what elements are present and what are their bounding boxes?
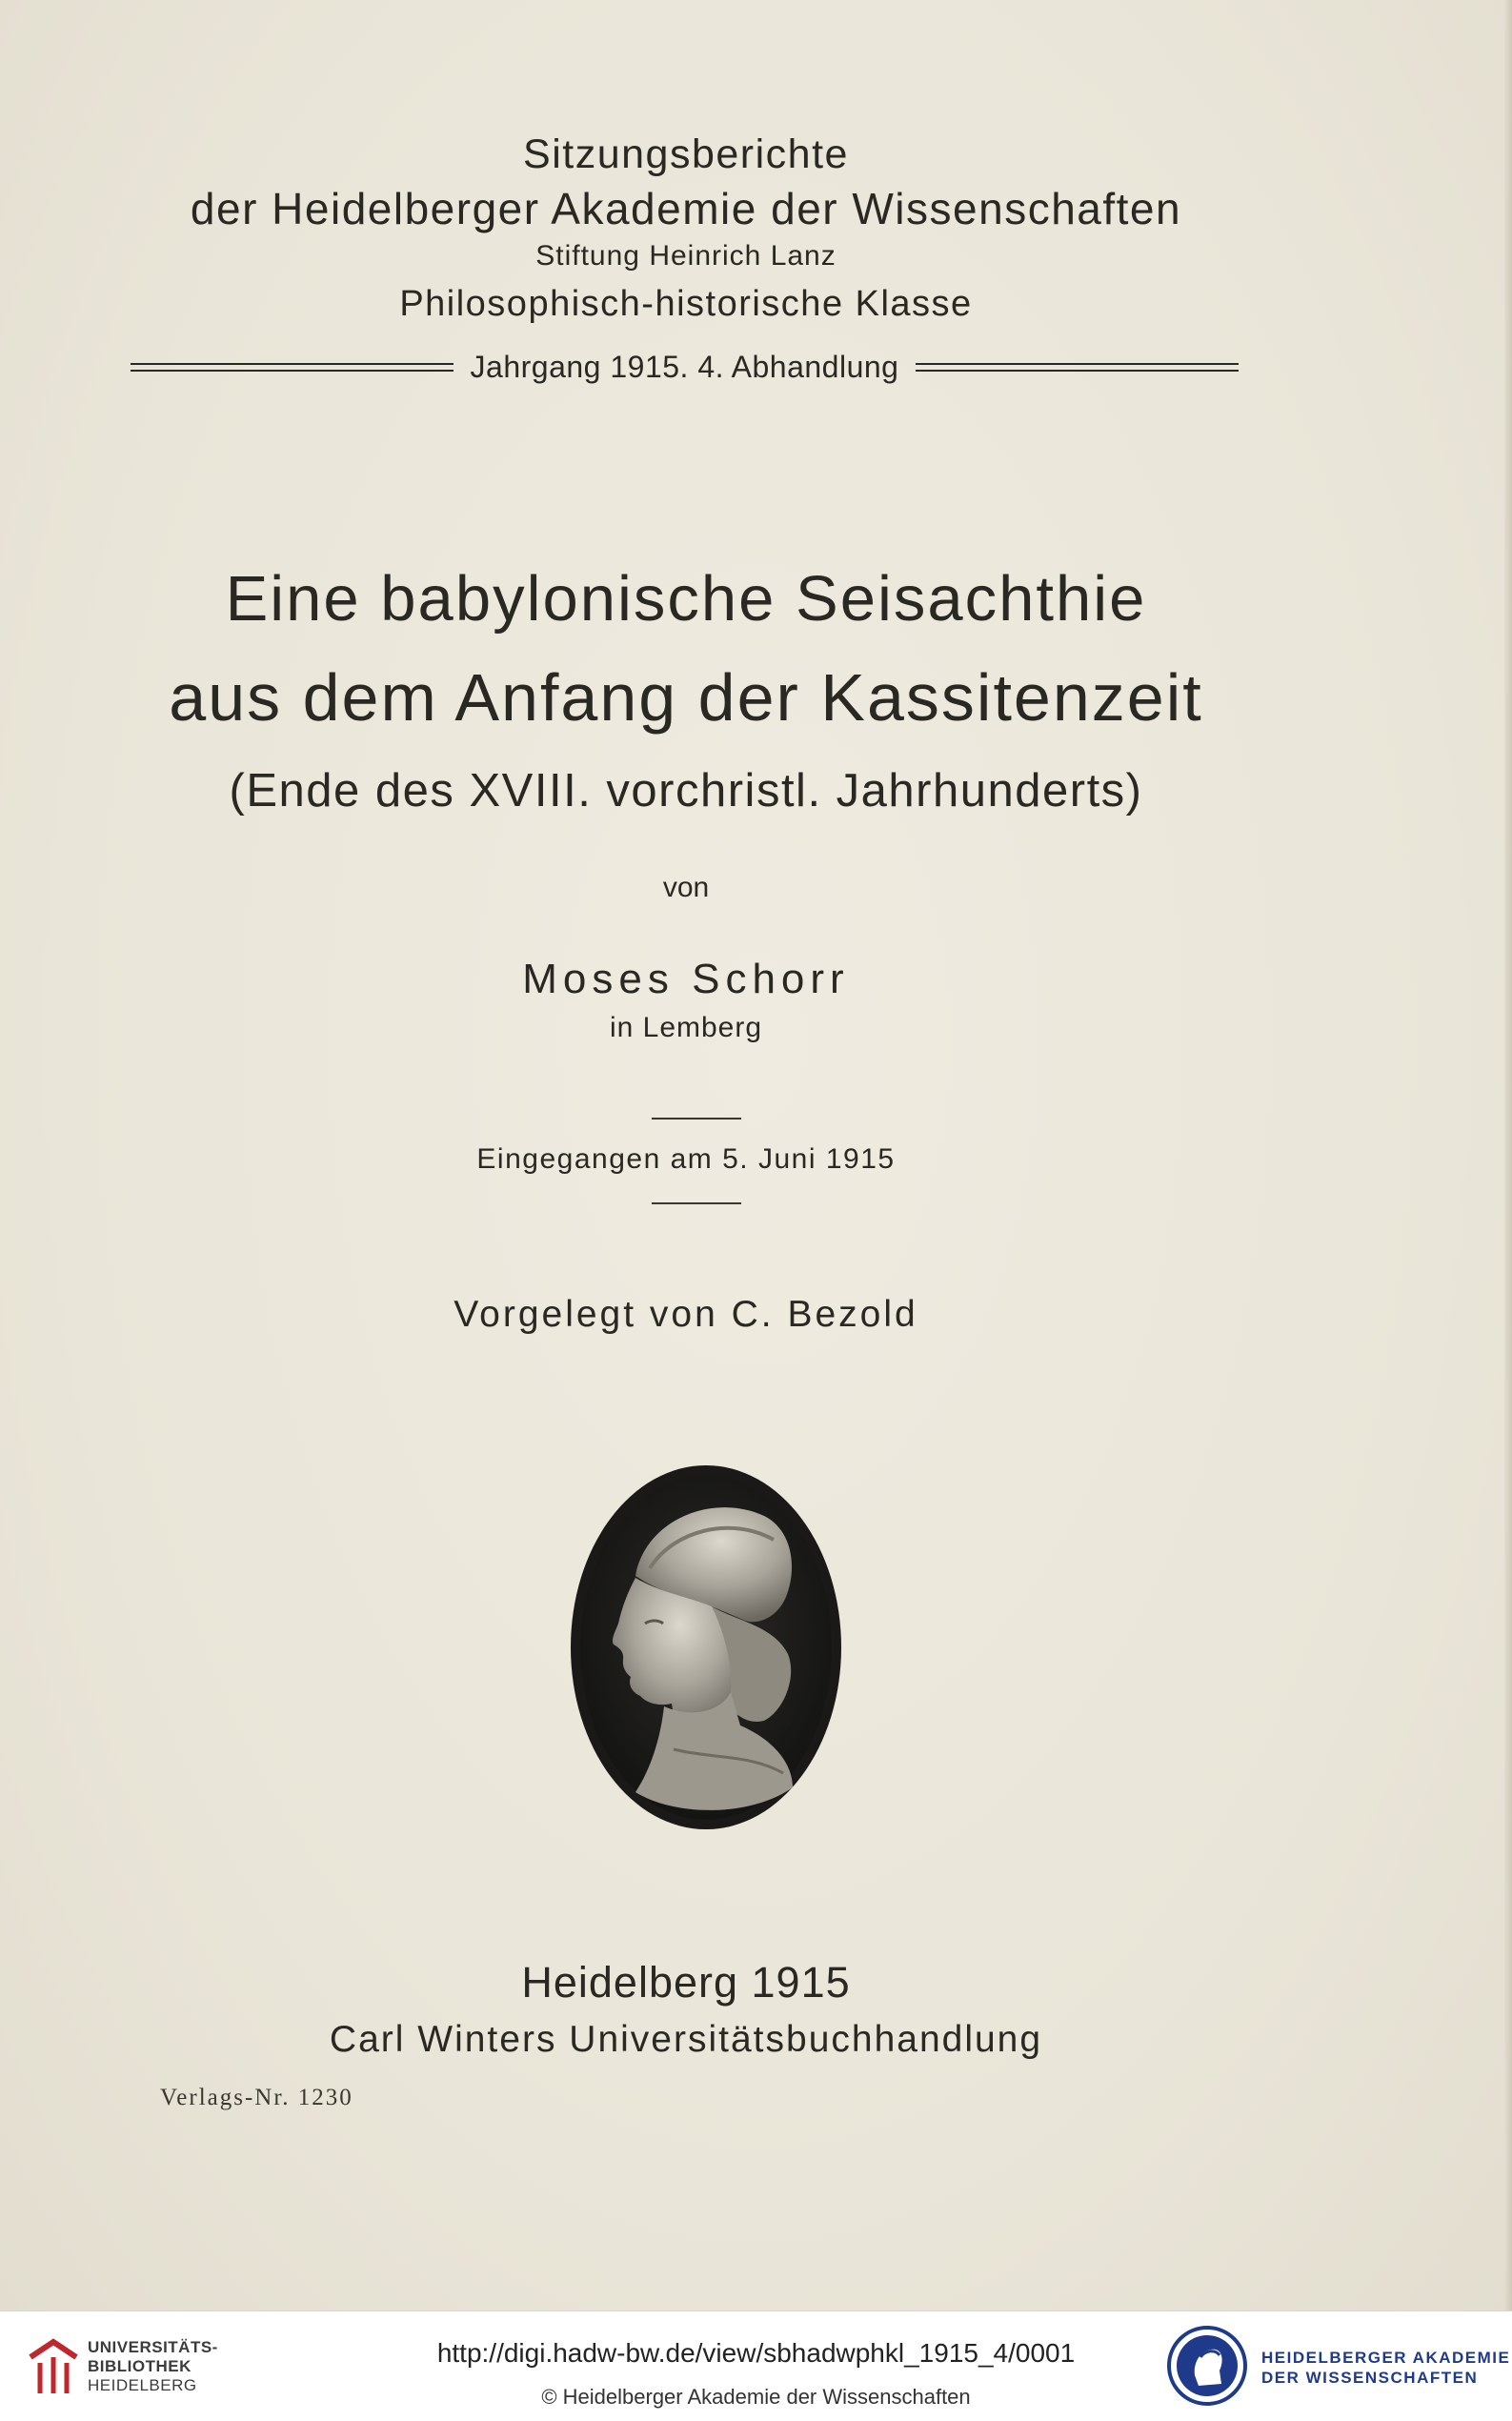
author-name: Moses Schorr (522, 956, 850, 1002)
series-title: Sitzungsberichte (523, 131, 849, 177)
double-rule-right (916, 363, 1239, 372)
academy-seal-icon[interactable] (1166, 2323, 1248, 2409)
viewer-footer (0, 2310, 1512, 2421)
publisher-city-year: Heidelberg 1915 (521, 1958, 851, 2007)
copyright-notice: © Heidelberger Akademie der Wissenschaften (541, 2385, 971, 2409)
author-location: in Lemberg (609, 1012, 763, 1043)
ub-line-1: UNIVERSITÄTS- (88, 2338, 218, 2356)
academy-name: der Heidelberger Akademie der Wissenschaften (190, 184, 1182, 233)
title-line-2: aus dem Anfang der Kassitenzeit (169, 660, 1203, 735)
ub-line-2: BIBLIOTHEK (88, 2357, 192, 2375)
hadw-line-1: HEIDELBERGER AKADEMIE (1261, 2349, 1511, 2367)
short-rule-bottom (652, 1202, 741, 1204)
foundation-name: Stiftung Heinrich Lanz (535, 240, 837, 272)
athena-cameo-image (569, 1463, 843, 1831)
publisher-number: Verlags-Nr. 1230 (160, 2085, 353, 2110)
subtitle: (Ende des XVIII. vorchristl. Jahrhunderts) (229, 765, 1143, 817)
short-rule-top (652, 1118, 741, 1120)
double-rule-left (131, 363, 454, 372)
ub-line-3: HEIDELBERG (88, 2376, 197, 2394)
academy-name-footer (1261, 2348, 1510, 2388)
hadw-line-2: DER WISSENSCHAFTEN (1261, 2369, 1479, 2387)
volume-label: Jahrgang 1915. 4. Abhandlung (470, 349, 899, 384)
title-line-1: Eine babylonische Seisachthie (225, 563, 1147, 635)
permalink-url[interactable]: http://digi.hadw-bw.de/view/sbhadwphkl_1915_4/0001 (436, 2338, 1076, 2368)
publisher-name: Carl Winters Universitätsbuchhandlung (329, 2019, 1043, 2060)
class-name: Philosophisch-historische Klasse (399, 284, 973, 324)
page-edge (1504, 0, 1512, 2310)
received-date: Eingegangen am 5. Juni 1915 (476, 1143, 896, 1175)
by-label: von (662, 872, 710, 903)
volume-rule-row (131, 347, 1239, 387)
presented-by: Vorgelegt von C. Bezold (454, 1294, 918, 1335)
